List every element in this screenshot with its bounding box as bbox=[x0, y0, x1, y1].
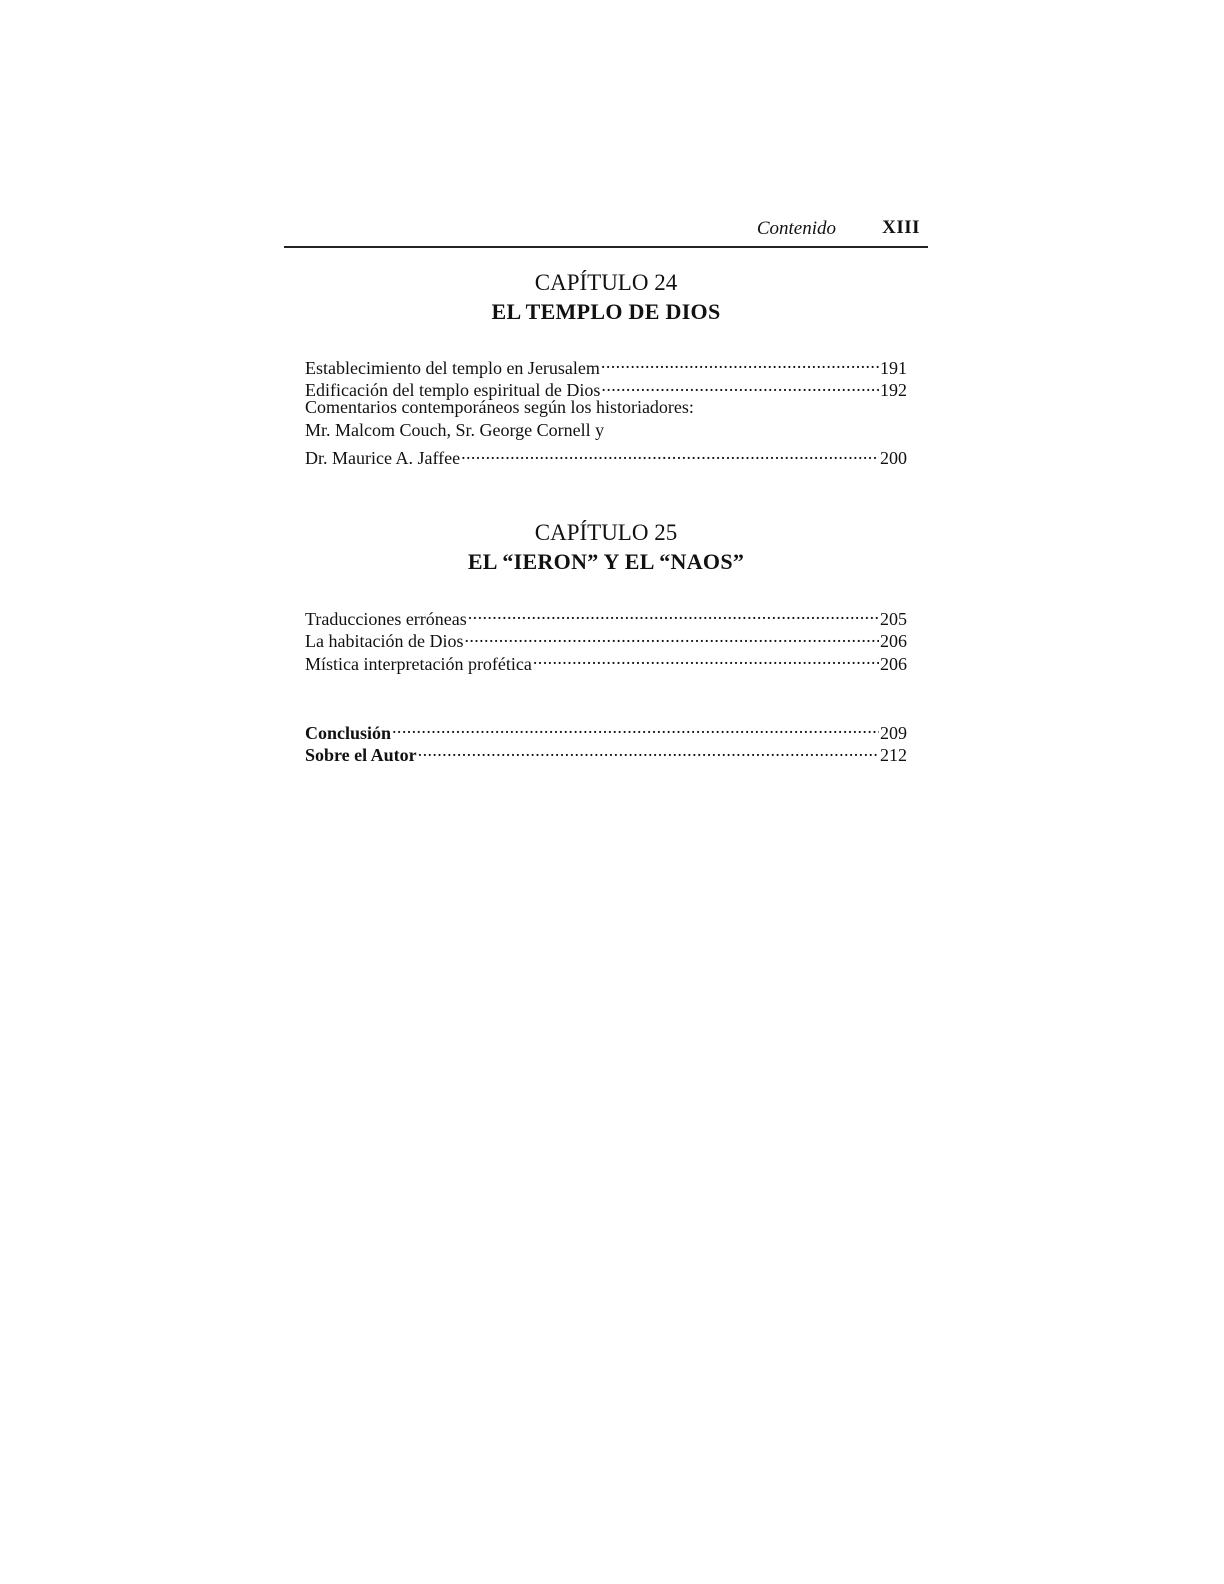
dot-leader bbox=[418, 739, 879, 762]
toc-entry-text: Mística interpretación profética bbox=[305, 654, 532, 675]
toc-entry-page: 191 bbox=[880, 357, 907, 378]
toc-entry-page: 206 bbox=[880, 631, 907, 652]
toc-entry-text: Dr. Maurice A. Jaffee bbox=[305, 448, 461, 469]
dot-leader bbox=[461, 442, 879, 465]
toc-entry-text: La habitación de Dios bbox=[305, 631, 464, 652]
dot-leader bbox=[601, 374, 879, 397]
toc-entry-page: 212 bbox=[880, 745, 907, 766]
toc-entry[interactable] bbox=[305, 351, 907, 378]
toc-entry-page: 205 bbox=[880, 608, 907, 629]
toc-entry[interactable] bbox=[305, 396, 907, 419]
chapter-25-heading bbox=[284, 518, 928, 576]
running-header bbox=[284, 216, 928, 248]
chapter-number: CAPÍTULO 24 bbox=[534, 270, 678, 295]
toc-entry[interactable] bbox=[305, 419, 907, 442]
dot-leader bbox=[392, 716, 879, 739]
toc-entry-page: 192 bbox=[880, 380, 907, 401]
chapter-24-heading bbox=[284, 268, 928, 326]
dot-leader bbox=[601, 351, 879, 374]
toc-entry-page: 209 bbox=[880, 722, 907, 743]
back-matter-entries bbox=[305, 716, 907, 766]
toc-entry-text: Conclusión bbox=[305, 722, 392, 743]
toc-entry-text: Mr. Malcom Couch, Sr. George Cornell y bbox=[305, 420, 605, 441]
chapter-title: EL TEMPLO DE DIOS bbox=[491, 299, 721, 324]
dot-leader bbox=[468, 602, 879, 625]
header-section-title: Contenido bbox=[756, 218, 836, 239]
chapter-number: CAPÍTULO 25 bbox=[534, 520, 678, 545]
toc-entry-text: Traducciones erróneas bbox=[305, 608, 467, 629]
header-page-number: XIII bbox=[882, 217, 920, 238]
chapter-title: EL “IERON” Y EL “NAOS” bbox=[467, 549, 745, 574]
toc-entry[interactable] bbox=[305, 442, 907, 469]
toc-entry-text: Edificación del templo espiritual de Dios bbox=[305, 380, 601, 401]
toc-entry-text: Sobre el Autor bbox=[305, 745, 417, 766]
toc-entry-about-author[interactable] bbox=[305, 739, 907, 766]
dot-leader bbox=[464, 625, 879, 648]
toc-entry-conclusion[interactable] bbox=[305, 716, 907, 743]
dot-leader bbox=[533, 647, 879, 670]
toc-entry-text: Establecimiento del templo en Jerusalem bbox=[305, 357, 600, 378]
toc-entry-page: 200 bbox=[880, 448, 907, 469]
toc-entry-text: Comentarios contemporáneos según los historiadores: bbox=[305, 397, 694, 418]
toc-entry[interactable] bbox=[305, 602, 907, 629]
chapter-25-entries bbox=[305, 602, 907, 675]
toc-entry-page: 206 bbox=[880, 654, 907, 675]
chapter-24-entries bbox=[305, 351, 907, 469]
